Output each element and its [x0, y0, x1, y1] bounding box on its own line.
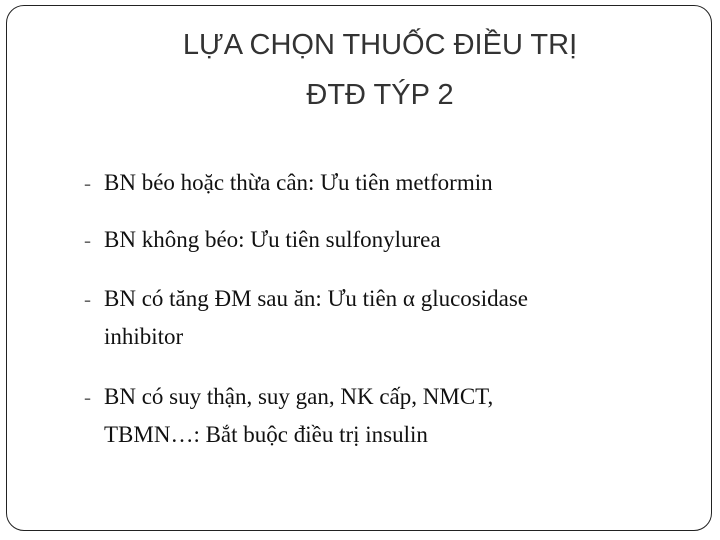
bullet-text: BN béo hoặc thừa cân: Ưu tiên metformin — [104, 170, 493, 195]
bullet-text: BN có tăng ĐM sau ăn: Ưu tiên α glucosidase — [104, 286, 529, 311]
bullet-item — [84, 221, 441, 259]
bullet-text-continuation: inhibitor — [104, 324, 184, 349]
bullet-text-continuation: TBMN…: Bắt buộc điều trị insulin — [104, 422, 428, 447]
bullet-text: BN không béo: Ưu tiên sulfonylurea — [104, 227, 441, 252]
bullet-marker: - — [84, 171, 91, 195]
bullet-text: BN có suy thận, suy gan, NK cấp, NMCT, — [104, 384, 494, 409]
bullet-marker: - — [84, 287, 91, 311]
bullet-marker: - — [84, 385, 91, 409]
bullet-item — [84, 164, 493, 202]
slide-title-line-2: ĐTĐ TÝP 2 — [306, 79, 454, 111]
bullet-marker: - — [84, 228, 91, 252]
bullet-item — [84, 280, 528, 356]
slide-title-line-1: LỰA CHỌN THUỐC ĐIỀU TRỊ — [182, 29, 578, 61]
bullet-item — [84, 378, 493, 454]
